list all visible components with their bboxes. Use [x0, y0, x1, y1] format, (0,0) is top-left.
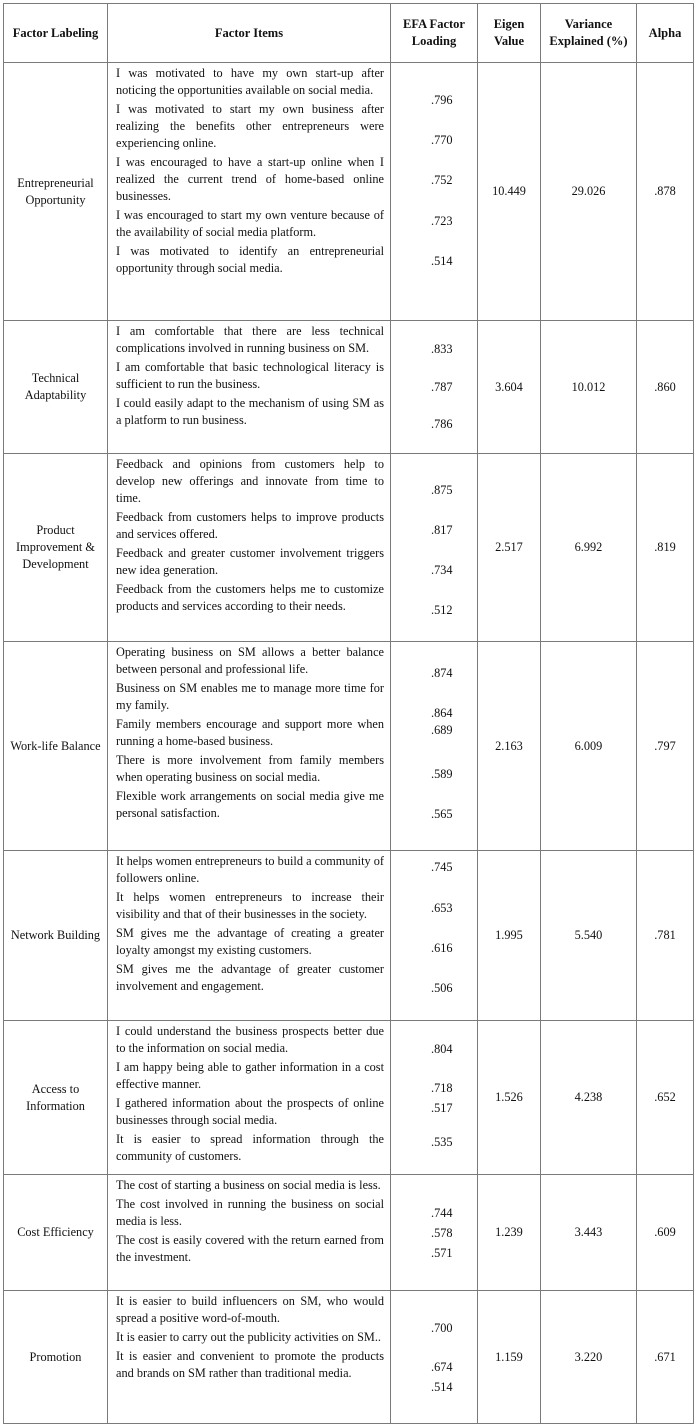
efa-loading-value: .770 [431, 133, 453, 147]
factor-items-cell [108, 1175, 391, 1291]
factor-item: I am happy being able to gather information in a cost effective manner. [116, 1060, 384, 1091]
factor-item: It is easier to carry out the publicity activities on SM.. [116, 1330, 382, 1344]
efa-loadings-cell [391, 1291, 478, 1424]
efa-loading-value: .512 [431, 603, 453, 617]
table-row [4, 642, 694, 851]
factor-item: I could easily adapt to the mechanism of using SM as a platform to run business. [116, 396, 384, 427]
efa-loading-value: .833 [431, 342, 453, 356]
factor-item: It is easier to spread information through the community of customers. [116, 1132, 384, 1163]
efa-loading-value: .875 [431, 483, 453, 497]
eigen-value: 1.239 [478, 1175, 541, 1291]
table-row [4, 1291, 694, 1424]
efa-loadings-cell [391, 642, 478, 851]
efa-loading-value: .734 [431, 563, 453, 577]
factor-item: Feedback and greater customer involvement triggers new idea generation. [116, 546, 384, 577]
factor-item: SM gives me the advantage of creating a greater loyalty amongst my existing customers. [116, 926, 384, 957]
header-efa-loading: EFA Factor Loading [391, 4, 478, 63]
factor-item: There is more involvement from family members when operating business on social media. [116, 753, 384, 784]
variance-explained: 10.012 [541, 321, 637, 454]
factor-item: It helps women entrepreneurs to increase their visibility and that of their businesses in the society. [116, 890, 384, 921]
alpha-value: .609 [637, 1175, 694, 1291]
variance-explained: 29.026 [541, 63, 637, 321]
efa-loadings-cell [391, 454, 478, 642]
efa-loadings-cell [391, 63, 478, 321]
factor-label: Entrepreneurial Opportunity [4, 63, 108, 321]
factor-item: It helps women entrepreneurs to build a community of followers online. [116, 854, 384, 885]
efa-loading-value: .514 [431, 254, 453, 268]
efa-loading-value: .589 [431, 767, 453, 781]
alpha-value: .860 [637, 321, 694, 454]
factor-item: I am comfortable that basic technological literacy is sufficient to run the business. [116, 360, 384, 391]
variance-explained: 6.992 [541, 454, 637, 642]
header-factor-items: Factor Items [108, 4, 391, 63]
efa-loading-value: .535 [431, 1135, 453, 1149]
table-row [4, 1021, 694, 1175]
factor-label: Cost Efficiency [4, 1175, 108, 1291]
factor-item: Business on SM enables me to manage more time for my family. [116, 681, 384, 712]
efa-loading-value: .653 [431, 901, 453, 915]
eigen-value: 2.517 [478, 454, 541, 642]
efa-loading-value: .616 [431, 941, 453, 955]
factor-item: I gathered information about the prospects of online businesses through social media. [116, 1096, 384, 1127]
efa-loading-value: .744 [431, 1206, 453, 1220]
factor-item: I was encouraged to start my own venture because of the availability of social media platform. [116, 208, 384, 239]
efa-loading-value: .578 [431, 1226, 453, 1240]
efa-loadings-cell [391, 1175, 478, 1291]
eigen-value: 1.159 [478, 1291, 541, 1424]
efa-loading-value: .745 [431, 860, 453, 874]
efa-loading-value: .864 [431, 706, 453, 720]
eigen-value: 1.526 [478, 1021, 541, 1175]
efa-loading-value: .752 [431, 173, 453, 187]
efa-loading-value: .718 [431, 1081, 453, 1095]
header-factor-labeling: Factor Labeling [4, 4, 108, 63]
factor-item: I was encouraged to have a start-up online when I realized the current trend of home-based online businesses. [116, 155, 384, 203]
efa-loading-value: .514 [431, 1380, 453, 1394]
factor-item: I could understand the business prospects better due to the information on social media. [116, 1024, 384, 1055]
efa-loading-value: .700 [431, 1321, 453, 1335]
factor-label: Promotion [4, 1291, 108, 1424]
factor-item: I was motivated to have my own start-up after noticing the opportunities available on social media. [116, 66, 384, 97]
factor-items-cell [108, 851, 391, 1021]
factor-item: SM gives me the advantage of greater customer involvement and engagement. [116, 962, 384, 993]
eigen-value: 10.449 [478, 63, 541, 321]
factor-item: It is easier to build influencers on SM, who would spread a positive word-of-mouth. [116, 1294, 384, 1325]
efa-loading-value: .874 [431, 666, 453, 680]
factor-item: It is easier and convenient to promote the products and brands on SM rather than traditional media. [116, 1349, 384, 1380]
efa-loading-value: .723 [431, 214, 453, 228]
efa-loading-value: .506 [431, 981, 453, 995]
alpha-value: .652 [637, 1021, 694, 1175]
header-row [4, 4, 694, 63]
efa-loading-value: .517 [431, 1101, 453, 1115]
efa-loading-value: .674 [431, 1360, 453, 1374]
factor-item: I am comfortable that there are less technical complications involved in running business on SM. [116, 324, 384, 355]
factor-analysis-table [3, 3, 694, 1424]
eigen-value: 3.604 [478, 321, 541, 454]
factor-item: The cost involved in running the business on social media is less. [116, 1197, 384, 1228]
factor-item: I was motivated to identify an entrepreneurial opportunity through social media. [116, 244, 384, 275]
eigen-value: 1.995 [478, 851, 541, 1021]
factor-items-cell [108, 1291, 391, 1424]
header-variance-explained: Variance Explained (%) [541, 4, 637, 63]
factor-item: Family members encourage and support more when running a home-based business. [116, 717, 384, 748]
header-eigen-value: Eigen Value [478, 4, 541, 63]
variance-explained: 4.238 [541, 1021, 637, 1175]
factor-items-cell [108, 63, 391, 321]
factor-label: Technical Adaptability [4, 321, 108, 454]
table-row [4, 321, 694, 454]
efa-loading-value: .565 [431, 807, 453, 821]
factor-item: Feedback and opinions from customers help to develop new offerings and innovate from time to time. [116, 457, 384, 505]
factor-item: Flexible work arrangements on social media give me personal satisfaction. [116, 789, 384, 820]
efa-loadings-cell [391, 321, 478, 454]
variance-explained: 5.540 [541, 851, 637, 1021]
variance-explained: 3.220 [541, 1291, 637, 1424]
header-alpha: Alpha [637, 4, 694, 63]
factor-label: Network Building [4, 851, 108, 1021]
table-row [4, 1175, 694, 1291]
eigen-value: 2.163 [478, 642, 541, 851]
alpha-value: .819 [637, 454, 694, 642]
factor-item: Feedback from customers helps to improve products and services offered. [116, 510, 384, 541]
alpha-value: .781 [637, 851, 694, 1021]
table-row [4, 63, 694, 321]
efa-loading-value: .786 [431, 417, 453, 431]
efa-loadings-cell [391, 1021, 478, 1175]
factor-item: Feedback from the customers helps me to customize products and services according to their needs. [116, 582, 384, 613]
factor-items-cell [108, 321, 391, 454]
efa-loadings-cell [391, 851, 478, 1021]
variance-explained: 3.443 [541, 1175, 637, 1291]
variance-explained: 6.009 [541, 642, 637, 851]
table-row [4, 851, 694, 1021]
efa-loading-value: .817 [431, 523, 453, 537]
factor-item: I was motivated to start my own business after realizing the benefits other entrepreneurs were experiencing online. [116, 102, 384, 150]
efa-loading-value: .689 [431, 723, 453, 737]
efa-loading-value: .571 [431, 1246, 453, 1260]
factor-item: The cost of starting a business on social media is less. [116, 1178, 381, 1192]
alpha-value: .671 [637, 1291, 694, 1424]
efa-loading-value: .796 [431, 93, 453, 107]
factor-item: The cost is easily covered with the return earned from the investment. [116, 1233, 384, 1264]
efa-loading-value: .804 [431, 1042, 453, 1056]
factor-label: Work-life Balance [4, 642, 108, 851]
factor-label: Product Improvement & Development [4, 454, 108, 642]
factor-label: Access to Information [4, 1021, 108, 1175]
efa-loading-value: .787 [431, 380, 453, 394]
alpha-value: .878 [637, 63, 694, 321]
factor-item: Operating business on SM allows a better balance between personal and professional life. [116, 645, 384, 676]
table-row [4, 454, 694, 642]
factor-items-cell [108, 454, 391, 642]
factor-items-cell [108, 642, 391, 851]
alpha-value: .797 [637, 642, 694, 851]
factor-items-cell [108, 1021, 391, 1175]
